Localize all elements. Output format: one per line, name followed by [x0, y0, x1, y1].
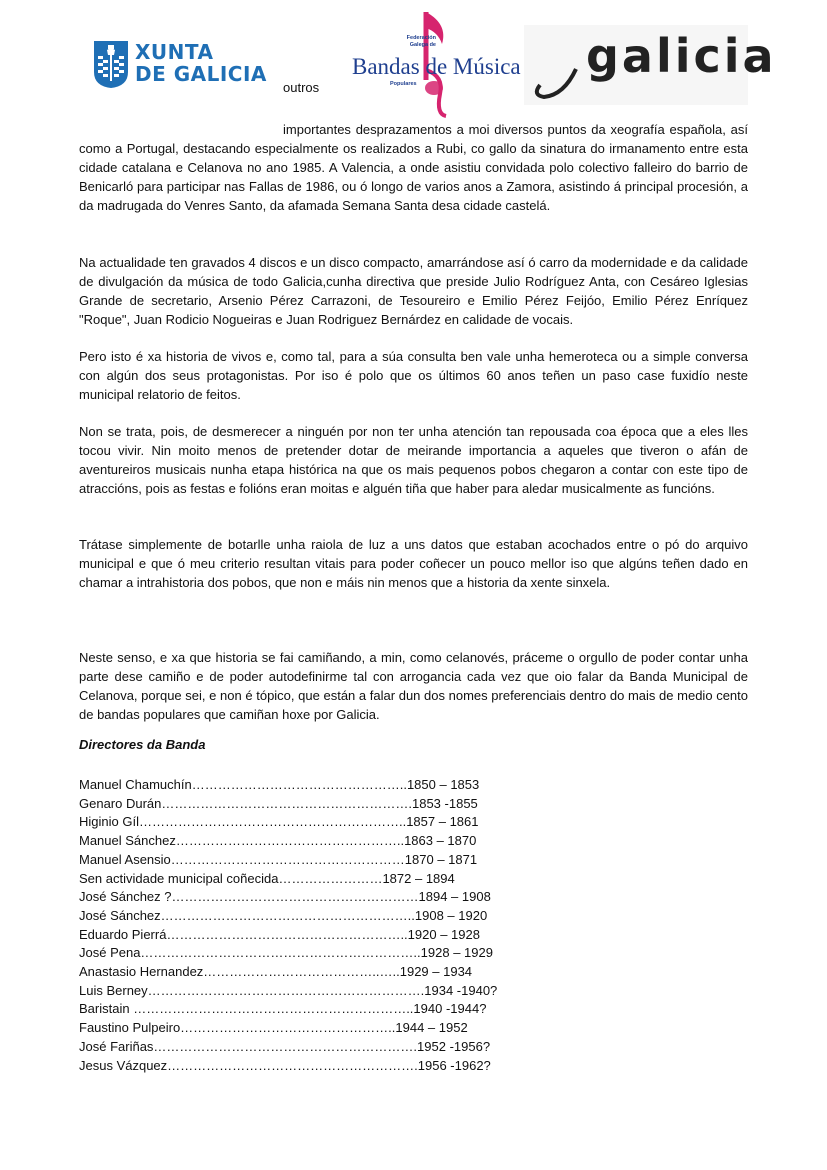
director-entry: Anastasio Hernandez…………………………………..…..1929 – 1934	[79, 964, 473, 980]
xunta-logo-text	[135, 41, 267, 85]
federation-bottom-text: Populares	[390, 81, 417, 87]
xunta-de-galicia-logo	[93, 40, 267, 90]
federation-logo	[352, 10, 521, 118]
paragraph-5: Trátase simplemente de botarlle unha raiola de luz a uns datos que estaban acochados entre o pó do arquivo municipal e que ó meu criterio resultan vitais para poder coñecer un pouco mellor iso que algúns teñen dado en chamar a intrahistoria dos pobos, que non e máis nin menos que a historia da xente sinxela.	[79, 537, 748, 590]
paragraph-4: Non se trata, pois, de desmerecer a ninguén por non ter unha atención tan repousada coa época que a eles lles tocou vivir. Nin moito menos de pretender dotar de meirande importancia a aqueles que tiveron o afán de aventureiros musicais nunha etapa histórica na que os mais pequenos pobos chegaron a contar con este tipo de atraccións, pois as festas e folións eran moitas e alguén tiña que haber para aledar musicalmente as funcións.	[79, 424, 748, 496]
director-entry: Genaro Durán………………………………………………….1853 -1855	[79, 795, 478, 811]
galicia-logo	[524, 25, 777, 105]
xunta-line-1: XUNTA	[135, 40, 214, 64]
directors-title: Directores da Banda	[79, 737, 206, 752]
director-entry: José Sánchez…………………………………………………..1908 – 1920	[79, 907, 488, 923]
director-entry: Manuel Sánchez……………………………………………..1863 – 1870	[79, 833, 477, 849]
director-entry: José Fariñas…………………………………………………….1952 -1956?	[79, 1038, 491, 1054]
director-entry: José Pena………………………………………………………..1928 – 1929	[79, 945, 493, 961]
xunta-shield-icon	[93, 40, 129, 89]
galicia-logo-word: galicia	[586, 29, 777, 83]
director-entry: Jesus Vázquez………………………………………………….1956 -1962?	[79, 1057, 491, 1073]
paragraph-6: Neste senso, e xa que historia se fai camiñando, a min, como celanovés, práceme o orgullo de poder contar unha parte dese camiño e de poder autodefinirme tal con arrogancia cada vez que oio falar da Banda Municipal de Celanova, porque sei, e non é tópico, que están a falar dun dos nomes preferenciais dentro do mais de medio cento de bandas populares que camiñan hoxe por Galicia.	[79, 650, 748, 722]
director-entry: Luis Berney……………………………………………………….1934 -1940?	[79, 982, 498, 998]
paragraph-3: Pero isto é xa historia de vivos e, como tal, para a súa consulta ben vale unha hemeroteca ou a simple conversa con algún dos seus protagonistas. Por iso é polo que os últimos 60 anos teñen un paso case fuxidío neste municipal relatorio de feitos.	[79, 349, 748, 402]
director-entry: Higinio Gíl……………………………………………………..1857 – 1861	[79, 814, 479, 830]
director-entry: Baristain ………………………………………………………..1940 -1944?	[79, 1001, 487, 1017]
director-entry: Manuel Chamuchín…………………………………………..1850 – 1853	[79, 777, 480, 792]
director-entry: Sen actividade municipal coñecida……………………1872 – 1894	[79, 870, 455, 886]
directors-list	[79, 776, 497, 1075]
paragraph-2: Na actualidade ten gravados 4 discos e un disco compacto, amarrándose así ó carro da modernidade e da calidade de divulgación da música de todo Galicia,cunha directiva que preside Julio Rodríguez Anta, con Cesáreo Iglesias Grande de secretario, Arsenio Pérez Carrazoni, de Tesoureiro e Emilio Pérez Feijóo, Emilio Pérez Enríquez "Roque", Juan Rodicio Nogueiras e Juan Rodriguez Bernárdez en calidade de vocais.	[79, 255, 748, 327]
director-entry: Faustino Pulpeiro…………………………………………..1944 – 1952	[79, 1020, 468, 1036]
director-entry: Manuel Asensio………………………………………………1870 – 1871	[79, 851, 478, 867]
federation-small-text: Federación Galega de	[406, 35, 436, 48]
director-entry: José Sánchez ?…………………………………………………1894 – 1908	[79, 889, 491, 905]
outros-text: outros	[283, 80, 320, 95]
federation-main-text: Bandas de Música	[352, 54, 521, 79]
director-entry: Eduardo Pierrá………………………………………………..1920 – 1928	[79, 926, 480, 942]
paragraph-1	[79, 120, 748, 215]
paragraph-1-text: importantes desprazamentos a moi diversos puntos da xeografía española, así como a Portugal, destacando especialmente os realizados a Rubi, co gallo da sinatura do irmanamento entre esta cidade catalana e Celanova no ano 1985. A Valencia, a onde asistiu convidada polo colectivo falleiro do barrio de Benicarló para participar nas Fallas de 1986, ou ó longo de varios anos a Zamora, asistindo á principal procesión, a da madrugada do Venres Santo, da afamada Semana Santa desa cidade castelá.	[79, 122, 748, 213]
xunta-line-2: DE GALICIA	[135, 62, 267, 86]
